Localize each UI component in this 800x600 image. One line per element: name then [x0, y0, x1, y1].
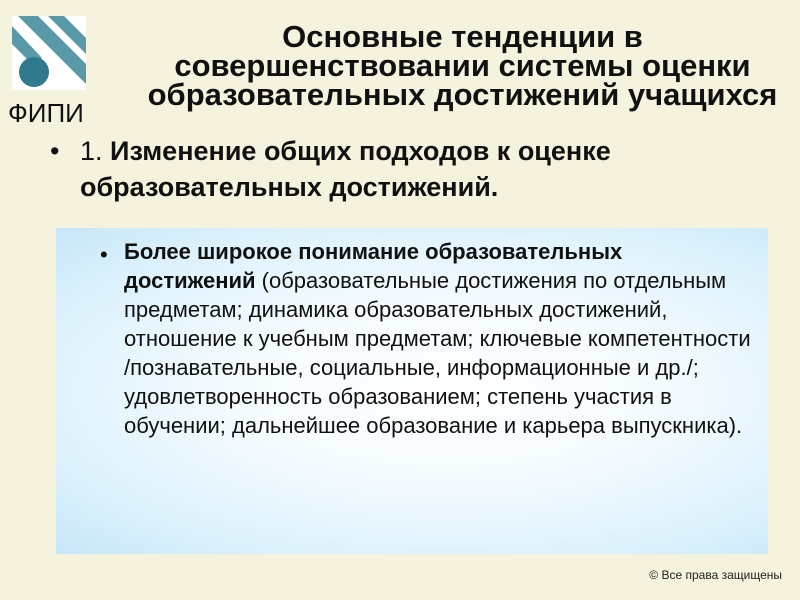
bullet-icon: •	[100, 242, 108, 267]
fipi-logo-mark-icon	[12, 16, 86, 90]
info-box-body-text: (образовательные достижения по отдельным предметам; динамика образовательных достижений, отношение к учебным предметам; ключевые компетентности /познавательные, социальные, информационные и др./; удовлетворенность образованием; степень участия в обучении; дальнейшее образование и карьера выпускника).	[124, 268, 751, 438]
main-point-number: 1.	[80, 136, 103, 166]
logo-text: ФИПИ	[8, 98, 84, 128]
slide-title: Основные тенденции в совершенствовании системы оценки образовательных достижений учащихся	[147, 19, 778, 112]
main-point-heading: Изменение общих подходов к оценке образовательных достижений.	[80, 136, 611, 202]
info-box-text	[124, 237, 759, 440]
main-bullet-point	[50, 133, 750, 205]
copyright-notice: © Все права защищены	[649, 568, 782, 582]
info-box-bold-text: Более широкое понимание образовательных достижений	[124, 239, 623, 293]
main-point-text	[80, 133, 750, 205]
fipi-logo	[4, 10, 94, 130]
bullet-icon: •	[50, 136, 60, 166]
